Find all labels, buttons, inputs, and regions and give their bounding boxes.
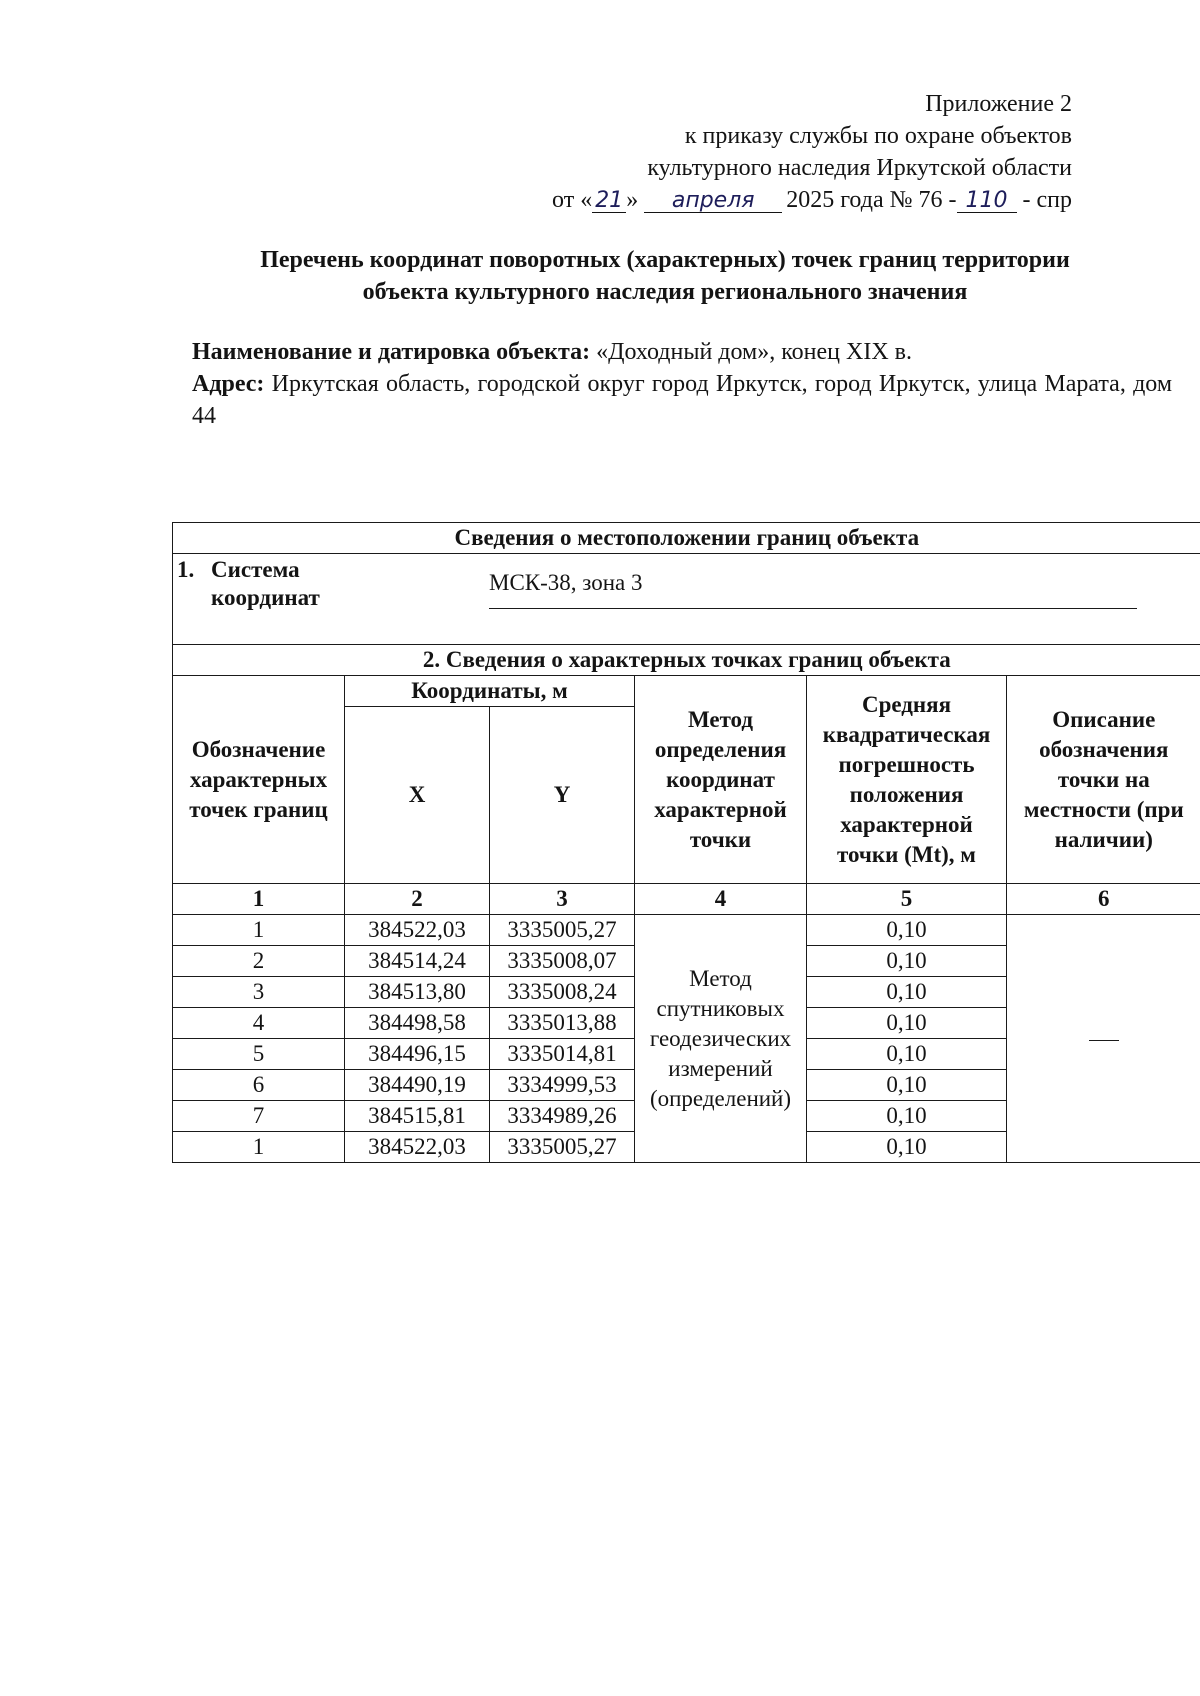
point-cell: 4 [173, 1008, 345, 1039]
object-address-value: Иркутская область, городской округ город Иркутск, город Иркутск, улица Марата, дом 44 [192, 371, 1173, 429]
title-line-1: Перечень координат поворотных (характерных) точек границ территории [260, 247, 1070, 273]
column-number-1: 1 [173, 884, 345, 915]
object-name-value: «Доходный дом», конец XIX в. [596, 339, 912, 365]
appendix-line-1: Приложение 2 [925, 91, 1072, 117]
mt-cell: 0,10 [807, 1132, 1007, 1163]
section-2-title-row [173, 645, 1200, 676]
coordinate-system-row [173, 554, 1200, 645]
point-cell: 7 [173, 1101, 345, 1132]
date-prefix: от « [552, 187, 593, 213]
y-cell: 3335013,88 [490, 1008, 635, 1039]
point-cell: 2 [173, 946, 345, 977]
table-caption-row [173, 523, 1200, 554]
object-address-line [192, 368, 1172, 432]
header-coords: Координаты, м [345, 676, 635, 707]
mt-cell: 0,10 [807, 1101, 1007, 1132]
x-cell: 384513,80 [345, 977, 490, 1008]
appendix-line-2: к приказу службы по охране объектов [684, 123, 1072, 149]
column-number-2: 2 [345, 884, 490, 915]
column-number-6: 6 [1007, 884, 1200, 915]
object-name-label: Наименование и датировка объекта: [192, 339, 591, 365]
handwritten-month: апреля [644, 190, 782, 213]
y-cell: 3335005,27 [490, 915, 635, 946]
column-number-3: 3 [490, 884, 635, 915]
header-method: Метод определения координат характерной точки [635, 676, 807, 884]
y-cell: 3334989,26 [490, 1101, 635, 1132]
object-name-line [192, 336, 1172, 368]
y-cell: 3335008,24 [490, 977, 635, 1008]
header-error: Средняя квадратическая погрешность положения характерной точки (Mt), м [807, 676, 1007, 884]
coordinate-system-label [177, 556, 320, 612]
point-cell: 6 [173, 1070, 345, 1101]
header-y: Y [490, 707, 635, 884]
object-info [192, 336, 1172, 432]
y-cell: 3334999,53 [490, 1070, 635, 1101]
mt-cell: 0,10 [807, 915, 1007, 946]
header-row-1 [173, 676, 1200, 707]
x-cell: 384515,81 [345, 1101, 490, 1132]
coordinate-system-cell [173, 554, 1200, 645]
x-cell: 384514,24 [345, 946, 490, 977]
description-cell [1007, 915, 1200, 1163]
boundary-points-table [172, 522, 1200, 1163]
column-number-4: 4 [635, 884, 807, 915]
y-cell: 3335014,81 [490, 1039, 635, 1070]
object-address-label: Адрес: [192, 371, 265, 397]
point-cell: 1 [173, 1132, 345, 1163]
column-number-5: 5 [807, 884, 1007, 915]
appendix-header [552, 88, 1072, 216]
table-caption: Сведения о местоположении границ объекта [173, 523, 1200, 554]
year-text: 2025 года № 76 - [786, 187, 957, 213]
x-cell: 384522,03 [345, 1132, 490, 1163]
x-cell: 384522,03 [345, 915, 490, 946]
method-cell: Метод спутниковых геодезических измерений (определений) [635, 915, 807, 1163]
column-numbers-row [173, 884, 1200, 915]
coordinate-system-label-line-1: Система [211, 557, 300, 582]
handwritten-day: 21 [592, 190, 626, 213]
point-cell: 5 [173, 1039, 345, 1070]
document-title [150, 244, 1180, 308]
point-cell: 3 [173, 977, 345, 1008]
mt-cell: 0,10 [807, 977, 1007, 1008]
appendix-line-3: культурного наследия Иркутской области [647, 155, 1072, 181]
y-cell: 3335008,07 [490, 946, 635, 977]
description-dash [1089, 1040, 1119, 1041]
x-cell: 384498,58 [345, 1008, 490, 1039]
point-cell: 1 [173, 915, 345, 946]
y-cell: 3335005,27 [490, 1132, 635, 1163]
order-suffix: - спр [1022, 187, 1072, 213]
mt-cell: 0,10 [807, 1039, 1007, 1070]
x-cell: 384496,15 [345, 1039, 490, 1070]
coordinate-system-label-line-2: координат [211, 585, 320, 610]
date-mid: » [626, 187, 639, 213]
mt-cell: 0,10 [807, 1070, 1007, 1101]
header-description: Описание обозначения точки на местности (при наличии) [1007, 676, 1200, 884]
section-2-title: 2. Сведения о характерных точках границ объекта [173, 645, 1200, 676]
mt-cell: 0,10 [807, 1008, 1007, 1039]
coordinate-system-number: 1. [177, 557, 195, 582]
appendix-date-line [552, 184, 1072, 216]
handwritten-order-number: 110 [957, 190, 1017, 213]
table-row [173, 915, 1200, 946]
x-cell: 384490,19 [345, 1070, 490, 1101]
coordinate-system-value: МСК-38, зона 3 [489, 568, 1137, 609]
header-x: X [345, 707, 490, 884]
header-point: Обозначение характерных точек границ [173, 676, 345, 884]
title-line-2: объекта культурного наследия регионального значения [362, 279, 968, 305]
mt-cell: 0,10 [807, 946, 1007, 977]
